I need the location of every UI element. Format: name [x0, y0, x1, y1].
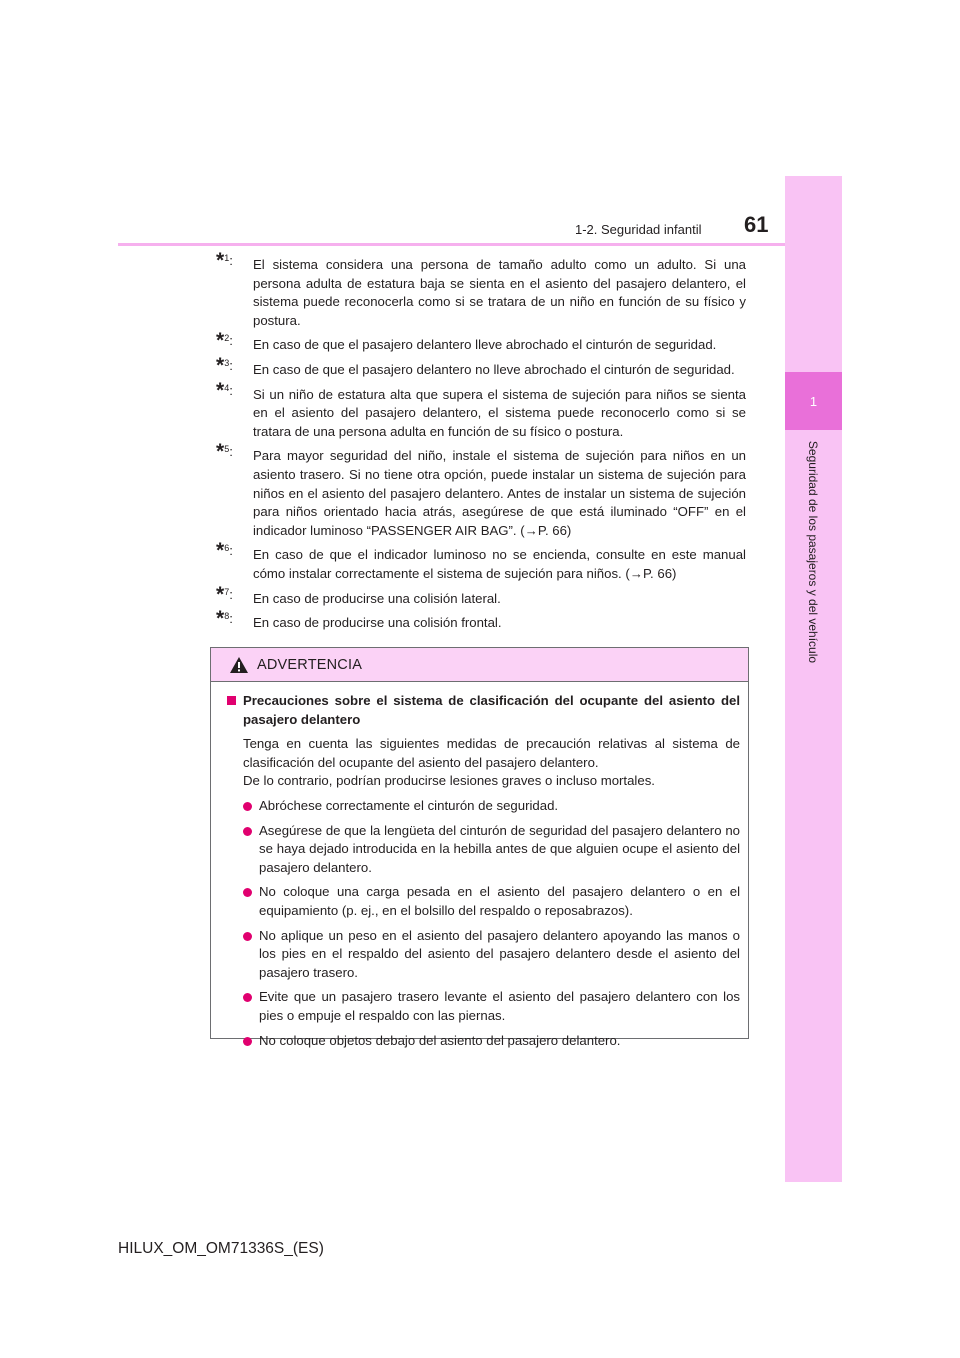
footnote-marker: *$^3$:: [216, 354, 233, 378]
warning-item-text: No coloque una carga pesada en el asiento del pasajero delantero o en el equipamiento (p. ej., en el bolsillo del respaldo o reposabrazos).: [259, 884, 740, 918]
warning-list-item: [227, 927, 740, 983]
warning-list: [227, 797, 740, 1050]
footnote-marker: *$^2$:: [216, 329, 233, 353]
warning-item-text: No aplique un peso en el asiento del pasajero delantero apoyando las manos o los pies en el respaldo del asiento del pasajero delantero desde el asiento del pasajero trasero.: [259, 927, 740, 980]
footnote-item: [216, 440, 746, 540]
footnote-marker: *$^4$:: [216, 378, 233, 402]
footnote-number: 2: [224, 333, 230, 344]
footnote-marker: *$^6$:: [216, 539, 233, 563]
header-divider: [118, 243, 785, 246]
round-bullet-icon: [243, 888, 252, 897]
section-title: 1-2. Seguridad infantil: [575, 222, 702, 237]
warning-triangle-icon: [229, 656, 249, 674]
asterisk-icon: *: [216, 607, 225, 631]
footnotes: [216, 249, 746, 639]
chapter-side-tab: [785, 176, 842, 1182]
footnote-text: En caso de producirse una colisión frontal.: [253, 615, 502, 631]
warning-heading-text: Precauciones sobre el sistema de clasificación del ocupante del asiento del pasajero delantero: [243, 693, 740, 727]
footnote-text: En caso de que el indicador luminoso no se encienda, consulte en este manual cómo instalar correctamente el sistema de sujeción para niños. (→P. 66): [253, 547, 746, 581]
round-bullet-icon: [243, 932, 252, 941]
square-bullet-icon: [227, 696, 236, 705]
footnote-marker: *$^7$:: [216, 582, 233, 606]
footnote-marker: *$^1$:: [216, 249, 233, 273]
footnote-number: 4: [224, 382, 230, 393]
round-bullet-icon: [243, 993, 252, 1002]
chapter-label: Seguridad de los pasajeros y del vehículo: [806, 440, 820, 664]
footnote-number: 8: [224, 611, 230, 622]
asterisk-icon: *: [216, 378, 225, 402]
warning-list-item: [227, 988, 740, 1025]
warning-list-item: [227, 797, 740, 816]
footnote-text: Si un niño de estatura alta que supera el sistema de sujeción para niños se sienta en el asiento del pasajero delantero, el sistema puede reconocerlo como si se tratara de una persona adulta en función de su físico o postura.: [253, 386, 746, 439]
warning-list-item: [227, 883, 740, 920]
footnote-text: En caso de que el pasajero delantero no lleve abrochado el cinturón de seguridad.: [253, 361, 735, 377]
footnote-item: [216, 378, 746, 442]
round-bullet-icon: [243, 827, 252, 836]
footnote-text: En caso de producirse una colisión lateral.: [253, 590, 501, 606]
footnote-item: [216, 582, 746, 609]
document-code: HILUX_OM_OM71336S_(ES): [118, 1240, 324, 1257]
warning-item-text: Abróchese correctamente el cinturón de seguridad.: [259, 797, 559, 813]
warning-item-text: Asegúrese de que la lengüeta del cinturón de seguridad del pasajero delantero no se haya dejado introducida en la hebilla antes de que alguien ocupe el asiento del pasajero delantero.: [259, 822, 740, 875]
footnote-text: Para mayor seguridad del niño, instale el sistema de sujeción para niños en un asiento trasero. Si no tiene otra opción, puede instalar un sistema de sujeción para niños en el asiento del pasajero delantero. Antes de instalar un sistema de sujeción para niños orientado hacia atrás, asegúrese de que está iluminado “OFF” en el indicador luminoso “PASSENGER AIR BAG”. (→P. 66): [253, 448, 746, 538]
footnote-item: [216, 354, 746, 380]
chapter-number: 1: [785, 372, 842, 430]
warning-title: ADVERTENCIA: [257, 656, 363, 673]
footnote-marker: *$^5$:: [216, 440, 233, 464]
warning-body: [211, 682, 748, 1050]
warning-item-text: No coloque objetos debajo del asiento del pasajero delantero.: [259, 1032, 621, 1048]
warning-item-text: Evite que un pasajero trasero levante el asiento del pasajero delantero con los pies o empuje el respaldo con las piernas.: [259, 989, 740, 1023]
footnote-number: 6: [224, 543, 230, 554]
round-bullet-icon: [243, 802, 252, 811]
footnote-number: 5: [224, 444, 230, 455]
footnote-number: 7: [224, 586, 230, 597]
footnote-number: 3: [224, 357, 230, 368]
footnote-number: 1: [224, 253, 230, 263]
asterisk-icon: *: [216, 249, 225, 273]
footnote-item: [216, 249, 746, 330]
asterisk-icon: *: [216, 354, 225, 378]
warning-list-item: [227, 822, 740, 878]
warning-list-item: [227, 1032, 740, 1051]
warning-header: [211, 648, 748, 682]
warning-heading: [227, 692, 740, 729]
round-bullet-icon: [243, 1037, 252, 1046]
footnote-item: [216, 539, 746, 583]
footnote-text: En caso de que el pasajero delantero lleve abrochado el cinturón de seguridad.: [253, 337, 717, 353]
footnote-item: [216, 329, 746, 355]
asterisk-icon: *: [216, 539, 225, 563]
footnote-text: El sistema considera una persona de tamaño adulto como un adulto. Si una persona adulta de estatura baja se sienta en el asiento del pasajero delantero, el sistema puede reconocerla como si se tratara de un niño en función de su físico y postura.: [253, 257, 746, 328]
page-number: 61: [744, 212, 769, 237]
warning-box: [210, 647, 749, 1048]
footnote-marker: *$^8$:: [216, 607, 233, 631]
asterisk-icon: *: [216, 329, 225, 353]
asterisk-icon: *: [216, 582, 225, 606]
warning-intro: Tenga en cuenta las siguientes medidas de precaución relativas al sistema de clasificación del ocupante del asiento del pasajero delantero. De lo contrario, podrían producirse lesiones graves o incluso mortales.: [243, 736, 740, 789]
footnote-item: [216, 607, 746, 633]
asterisk-icon: *: [216, 440, 225, 464]
